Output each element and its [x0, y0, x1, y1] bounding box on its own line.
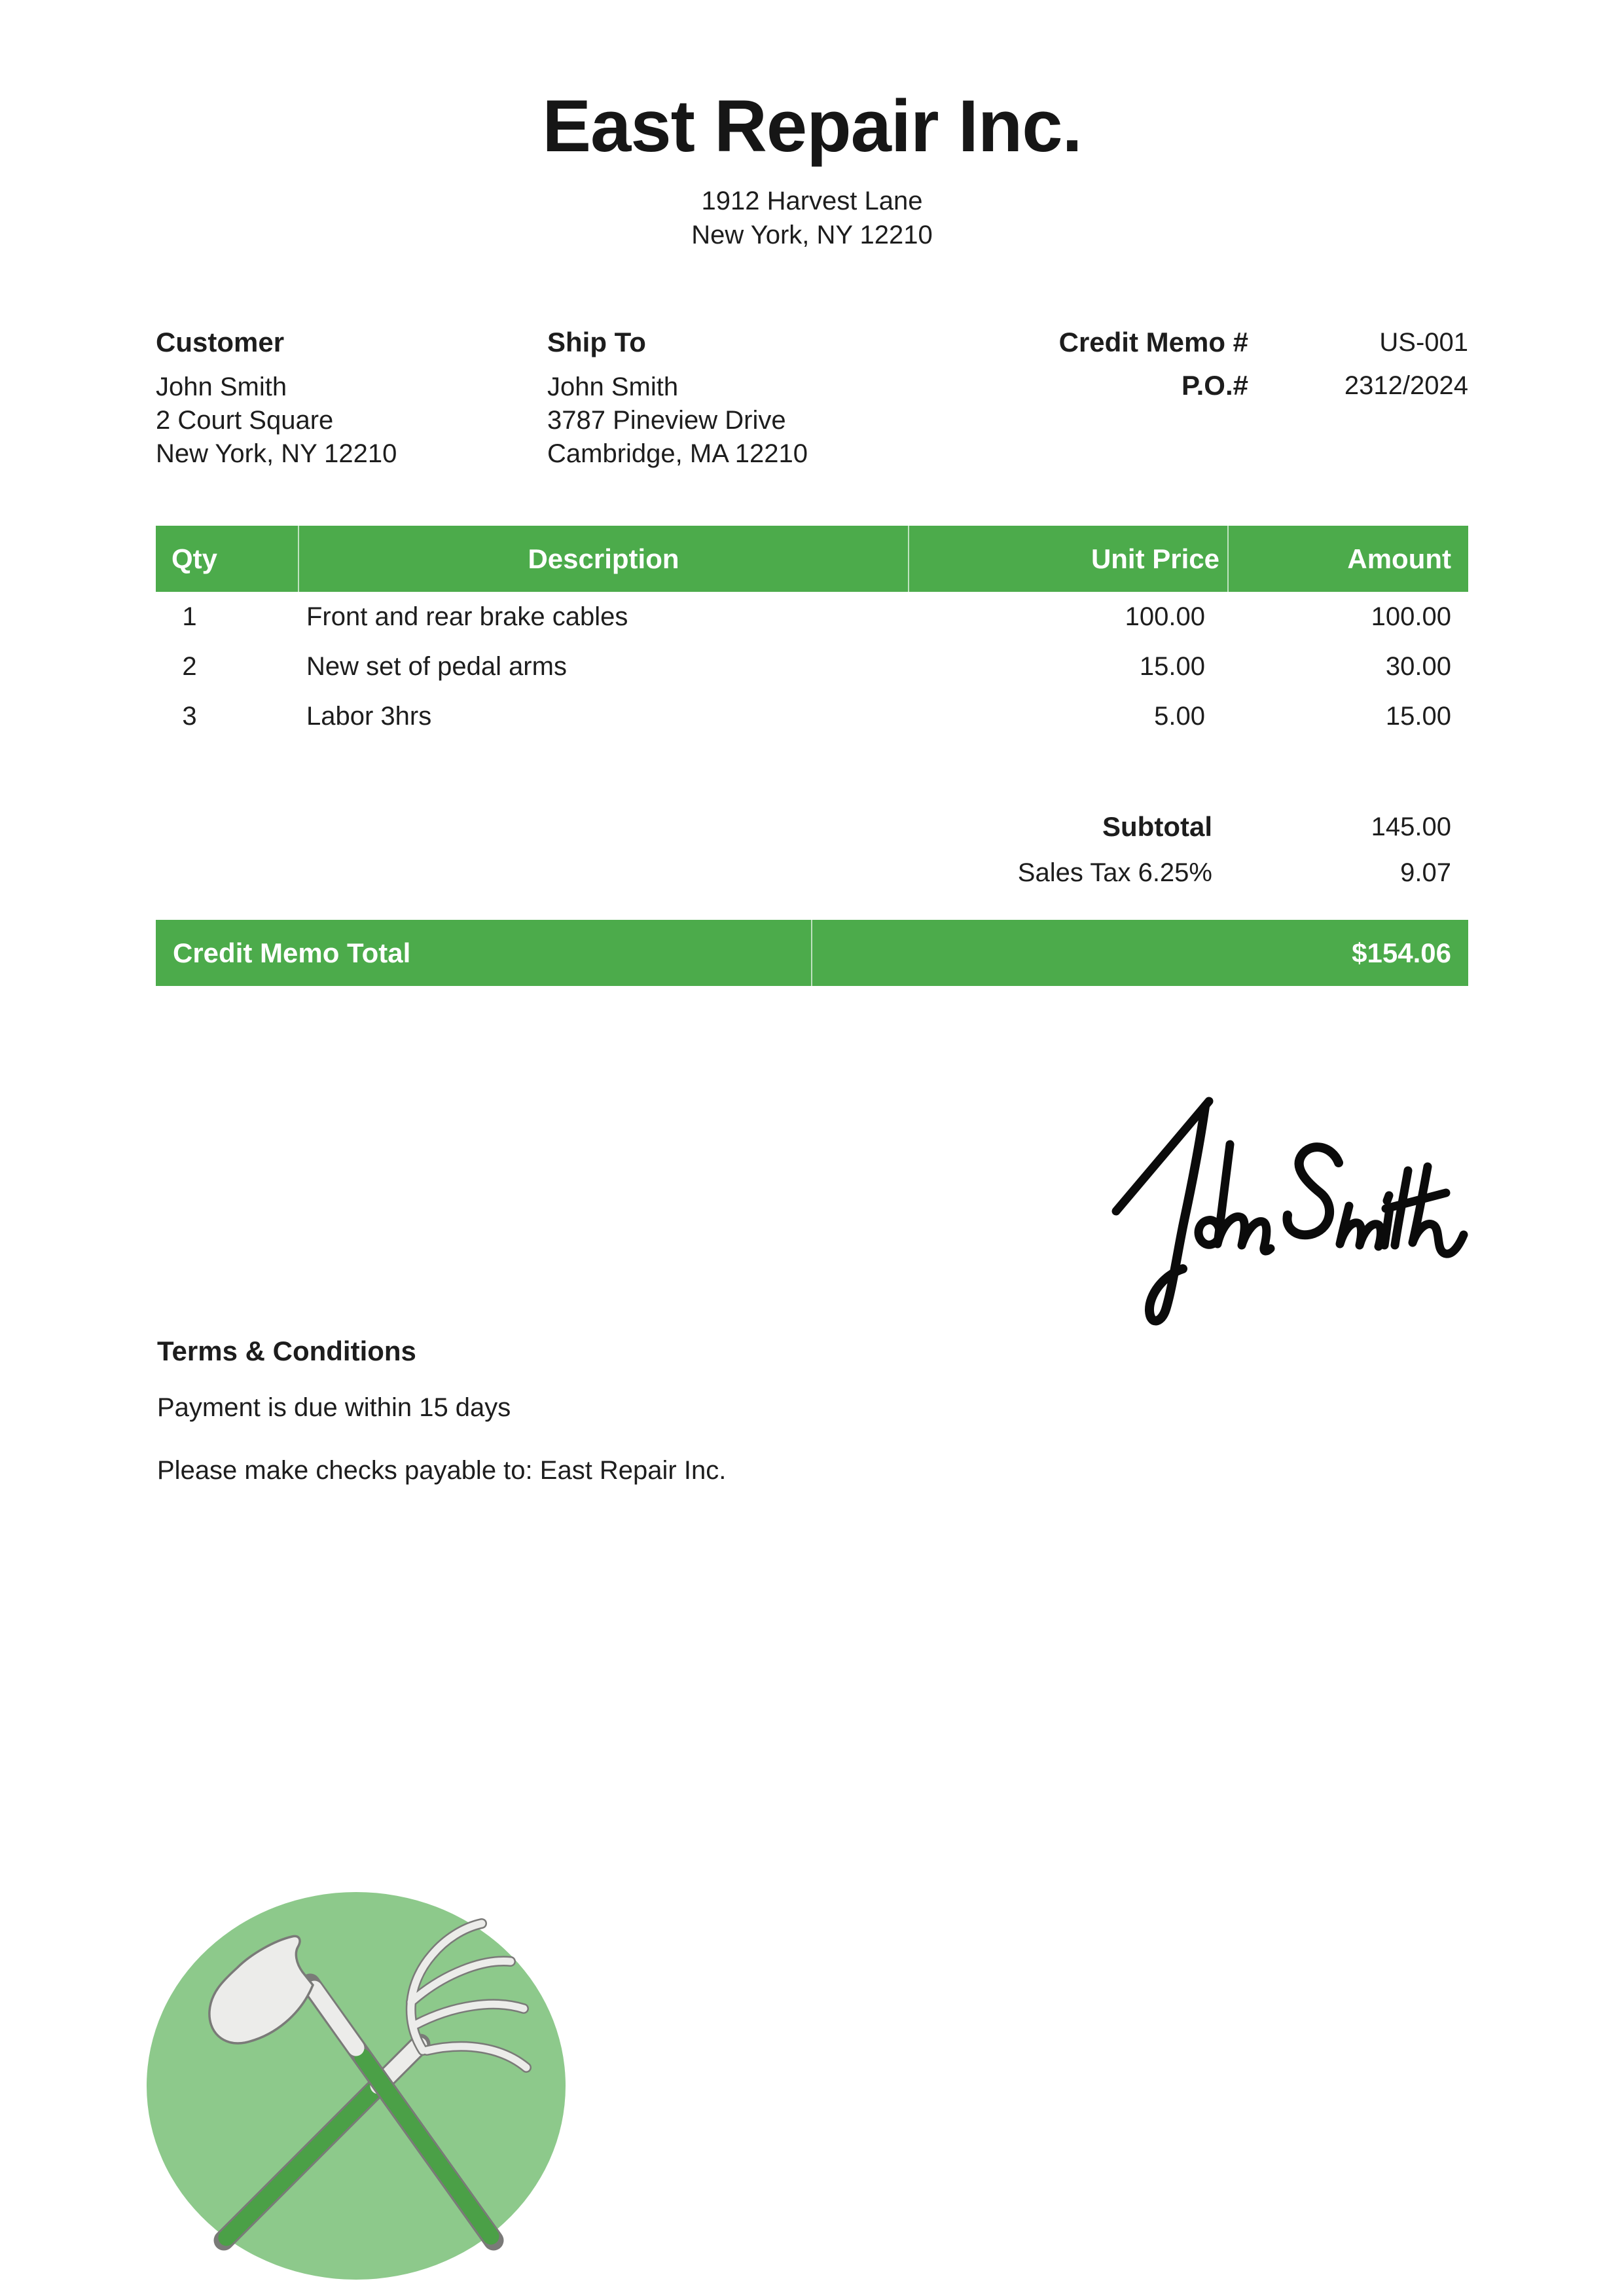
credit-memo-total-value: $154.06 — [1352, 937, 1451, 968]
company-address — [0, 184, 1624, 252]
company-address-line2: New York, NY 12210 — [691, 221, 933, 249]
cell-desc: Labor 3hrs — [306, 701, 432, 731]
header-unit-price: Unit Price — [909, 526, 1228, 592]
customer-street: 2 Court Square — [156, 406, 334, 435]
credit-memo-total-label: Credit Memo Total — [156, 920, 812, 986]
table-row — [156, 592, 1468, 642]
cell-desc: New set of pedal arms — [306, 651, 567, 681]
subtotal-value: 145.00 — [1371, 812, 1451, 841]
terms-line-checks: Please make checks payable to: East Repair Inc. — [157, 1456, 727, 1485]
cell-qty: 2 — [182, 651, 197, 681]
terms-line-payment: Payment is due within 15 days — [157, 1393, 511, 1422]
cell-unit: 5.00 — [1154, 701, 1205, 731]
credit-memo-number-label: Credit Memo # — [1058, 327, 1248, 357]
sales-tax-value: 9.07 — [1400, 858, 1451, 887]
cell-amount: 30.00 — [1385, 651, 1451, 681]
sales-tax-label: Sales Tax 6.25% — [1017, 858, 1212, 887]
cell-unit: 100.00 — [1125, 602, 1205, 631]
credit-memo-number-value: US-001 — [1379, 328, 1468, 357]
credit-memo-total-bar — [156, 920, 1468, 986]
items-table-body — [156, 592, 1468, 741]
po-number-label: P.O.# — [1182, 370, 1248, 401]
cell-unit: 15.00 — [1139, 651, 1205, 681]
sales-tax-row — [156, 853, 1468, 892]
ship-to-heading: Ship To — [547, 327, 646, 357]
cell-desc: Front and rear brake cables — [306, 602, 628, 631]
ship-to-city: Cambridge, MA 12210 — [547, 439, 808, 468]
customer-heading: Customer — [156, 327, 285, 357]
header-amount: Amount — [1228, 526, 1468, 592]
credit-memo-number-row — [979, 326, 1468, 359]
company-name: East Repair Inc. — [542, 85, 1082, 167]
cell-qty: 1 — [182, 602, 197, 631]
customer-name: John Smith — [156, 373, 287, 401]
subtotal-row — [156, 807, 1468, 847]
items-table — [156, 526, 1468, 741]
customer-address — [156, 371, 547, 471]
cell-qty: 3 — [182, 701, 197, 731]
items-table-header — [156, 526, 1468, 592]
info-row — [156, 326, 1468, 471]
ship-to-street: 3787 Pineview Drive — [547, 406, 786, 435]
customer-city: New York, NY 12210 — [156, 439, 397, 468]
company-header — [0, 84, 1624, 252]
po-number-value: 2312/2024 — [1344, 371, 1468, 400]
po-number-row — [979, 369, 1468, 402]
ship-to-block — [547, 326, 979, 471]
header-description: Description — [298, 526, 909, 592]
signature-icon — [1011, 1080, 1476, 1329]
ship-to-name: John Smith — [547, 373, 679, 401]
table-row — [156, 691, 1468, 741]
subtotal-label: Subtotal — [1102, 811, 1212, 842]
totals-section — [156, 807, 1468, 892]
customer-block — [156, 326, 547, 471]
items-table-header-row — [156, 526, 1468, 592]
terms-heading: Terms & Conditions — [157, 1336, 416, 1366]
crossed-garden-tools-logo-icon — [145, 1891, 569, 2284]
cell-amount: 100.00 — [1371, 602, 1451, 631]
memo-meta-block — [979, 326, 1468, 471]
cell-amount: 15.00 — [1385, 701, 1451, 731]
table-row — [156, 642, 1468, 691]
company-address-line1: 1912 Harvest Lane — [701, 187, 923, 215]
header-qty: Qty — [156, 526, 298, 592]
ship-to-address — [547, 371, 979, 471]
